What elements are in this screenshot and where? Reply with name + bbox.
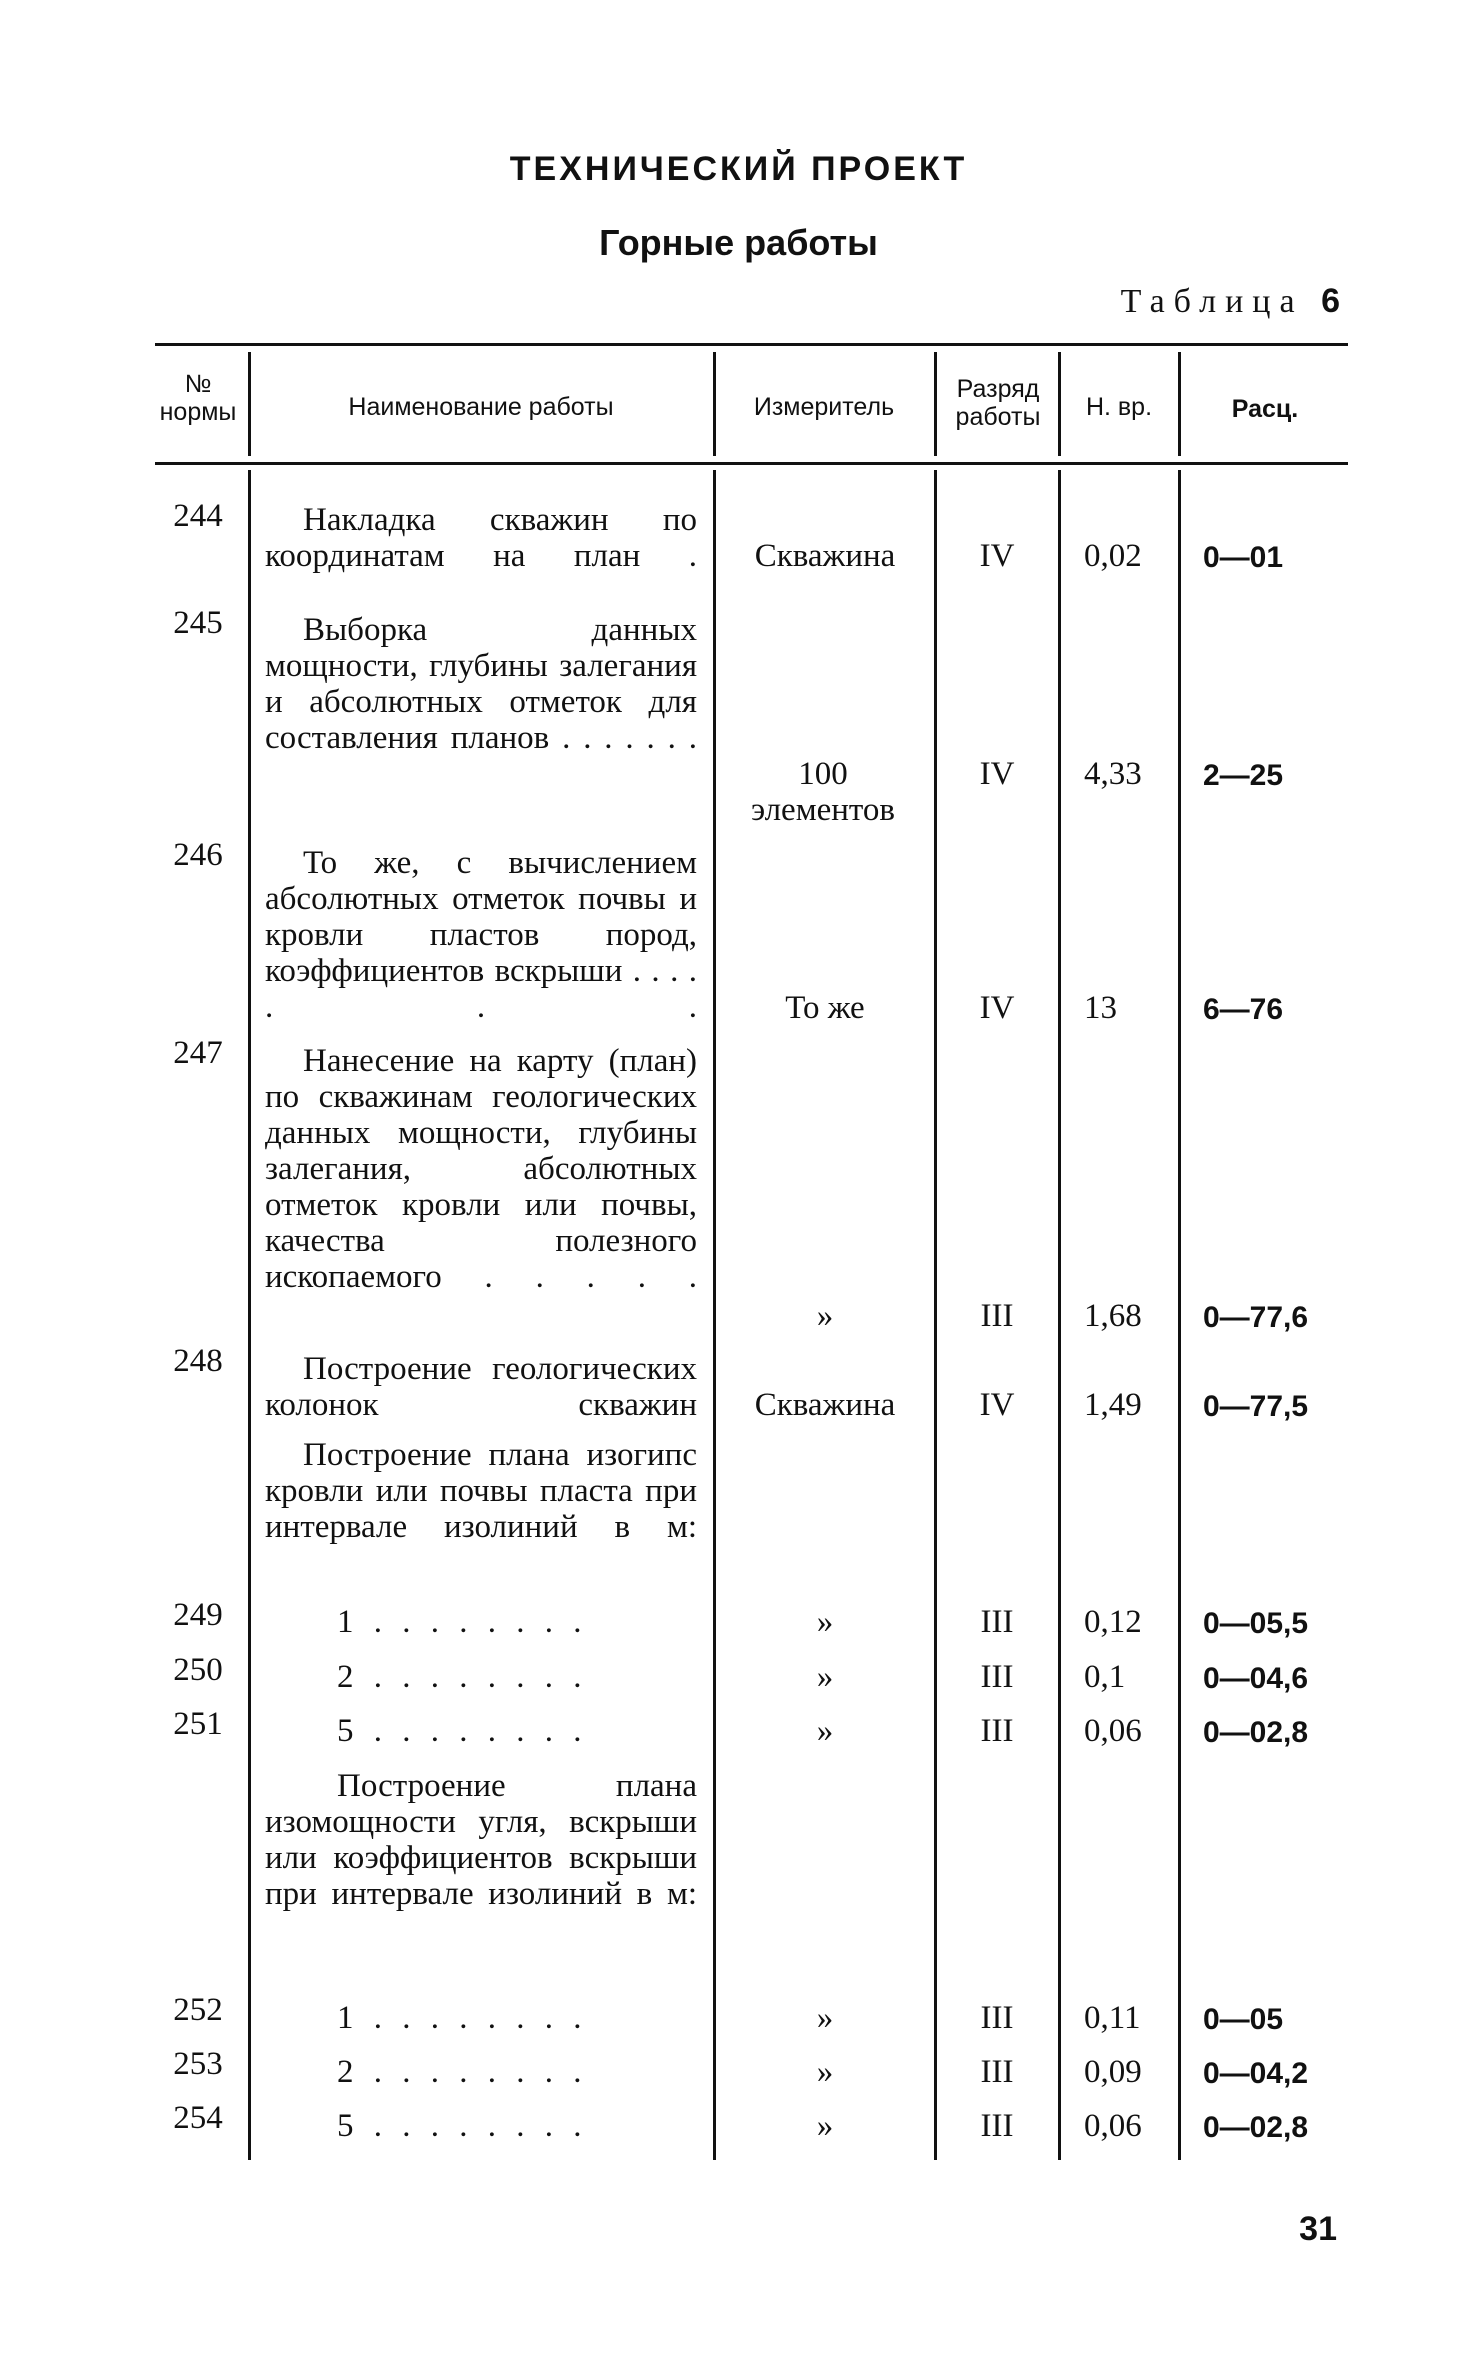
page-number: 31 <box>1299 2210 1337 2248</box>
body-divider <box>1058 470 1061 2160</box>
header-divider <box>713 352 716 456</box>
column-header-number: № нормы <box>159 370 237 426</box>
rate-cell: 0—02,8 <box>1203 2111 1309 2144</box>
time-cell: 1,49 <box>1084 1387 1142 1423</box>
body-divider <box>1178 470 1181 2160</box>
rate-cell: 6—76 <box>1203 993 1284 1026</box>
table-top-rule <box>155 343 1348 346</box>
row-number: 248 <box>173 1343 223 1379</box>
work-description: То же, с вычислением абсолютных отметок почвы и кровли пластов пород, коэффициентов вскрыши . . . . . . . <box>265 845 697 1025</box>
table-caption <box>1121 282 1349 321</box>
grade-cell: III <box>980 1659 1014 1695</box>
column-header-rate <box>1182 395 1348 423</box>
grade-cell: IV <box>979 1387 1015 1423</box>
body-divider <box>248 470 251 2160</box>
rate-cell: 0—04,2 <box>1203 2057 1309 2090</box>
grade-cell: III <box>980 1298 1014 1334</box>
table-caption-word: Таблица <box>1120 283 1304 320</box>
time-cell: 4,33 <box>1084 756 1142 792</box>
row-number: 252 <box>173 1992 223 2028</box>
column-header-rate-label: Расц. <box>1231 395 1299 423</box>
unit-cell: » <box>816 1298 834 1334</box>
rate-cell: 0—77,5 <box>1203 1390 1309 1423</box>
grade-cell: III <box>980 2108 1014 2144</box>
time-cell: 0,09 <box>1084 2054 1142 2090</box>
time-cell: 0,02 <box>1084 538 1142 574</box>
column-header-name: Наименование работы <box>348 393 614 421</box>
grade-cell: III <box>980 2000 1014 2036</box>
unit-cell: » <box>816 2108 834 2144</box>
grade-cell: IV <box>979 538 1015 574</box>
work-description: Нанесение на карту (план) по скважинам геологических данных мощности, глубины залегания, абсолютных отметок кровли или почвы, качества полезного ископаемого . . . . . <box>265 1043 697 1295</box>
rate-cell: 0—77,6 <box>1203 1301 1309 1334</box>
work-description: 2 . . . . . . . . <box>337 1659 588 1695</box>
grade-cell: IV <box>979 756 1015 792</box>
column-header-time: Н. вр. <box>1085 393 1153 421</box>
grade-cell: III <box>980 1713 1014 1749</box>
grade-cell: III <box>980 2054 1014 2090</box>
row-number: 244 <box>173 498 223 534</box>
time-cell: 0,06 <box>1084 1713 1142 1749</box>
time-cell: 0,1 <box>1084 1659 1126 1695</box>
page-title: ТЕХНИЧЕСКИЙ ПРОЕКТ <box>509 150 968 188</box>
group-heading: Построение плана изомощности угля, вскрыши или коэффициентов вскрыши при интервале изолиний в м: <box>265 1768 697 1912</box>
work-description: 1 . . . . . . . . <box>337 2000 588 2036</box>
work-description: Накладка скважин по координатам на план . <box>265 502 697 574</box>
table-header-rule <box>155 462 1348 465</box>
work-description: 1 . . . . . . . . <box>337 1604 588 1640</box>
column-header-grade: Разряд работы <box>955 375 1041 431</box>
header-divider <box>934 352 937 456</box>
row-number: 249 <box>173 1597 223 1633</box>
row-number: 246 <box>173 837 223 873</box>
rate-cell: 0—01 <box>1203 541 1284 574</box>
rate-cell: 0—05 <box>1203 2003 1284 2036</box>
column-header-unit: Измеритель <box>753 393 895 421</box>
unit-cell: » <box>816 1604 834 1640</box>
work-description: 5 . . . . . . . . <box>337 2108 588 2144</box>
header-divider <box>248 352 251 456</box>
time-cell: 1,68 <box>1084 1298 1142 1334</box>
group-heading: Построение плана изогипс кровли или почвы пласта при интервале изолиний в м: <box>265 1437 697 1545</box>
row-number: 250 <box>173 1652 223 1688</box>
work-description: 2 . . . . . . . . <box>337 2054 588 2090</box>
body-divider <box>934 470 937 2160</box>
body-divider <box>713 470 716 2160</box>
table-caption-number: 6 <box>1321 282 1349 320</box>
unit-cell: Скважина <box>754 1387 896 1423</box>
rate-cell: 0—04,6 <box>1203 1662 1309 1695</box>
grade-cell: IV <box>979 990 1015 1026</box>
unit-cell: 100 элементов <box>751 756 895 828</box>
row-number: 245 <box>173 605 223 641</box>
row-number: 254 <box>173 2100 223 2136</box>
work-description: Выборка данных мощности, глубины залегания и абсолютных отметок для составления планов . . . . . . . <box>265 612 697 756</box>
time-cell: 13 <box>1084 990 1117 1026</box>
grade-cell: III <box>980 1604 1014 1640</box>
unit-cell: » <box>816 1659 834 1695</box>
unit-cell: » <box>816 1713 834 1749</box>
header-divider <box>1058 352 1061 456</box>
time-cell: 0,12 <box>1084 1604 1142 1640</box>
row-number: 251 <box>173 1706 223 1742</box>
unit-cell: Скважина <box>754 538 896 574</box>
row-number: 247 <box>173 1035 223 1071</box>
rate-cell: 2—25 <box>1203 759 1284 792</box>
work-description: Построение геологических колонок скважин <box>265 1351 697 1423</box>
time-cell: 0,11 <box>1084 2000 1141 2036</box>
unit-cell: » <box>816 2054 834 2090</box>
rate-cell: 0—02,8 <box>1203 1716 1309 1749</box>
header-divider <box>1178 352 1181 456</box>
time-cell: 0,06 <box>1084 2108 1142 2144</box>
rate-cell: 0—05,5 <box>1203 1607 1309 1640</box>
row-number: 253 <box>173 2046 223 2082</box>
unit-cell: То же <box>785 990 865 1026</box>
work-description: 5 . . . . . . . . <box>337 1713 588 1749</box>
unit-cell: » <box>816 2000 834 2036</box>
section-title: Горные работы <box>599 222 878 263</box>
